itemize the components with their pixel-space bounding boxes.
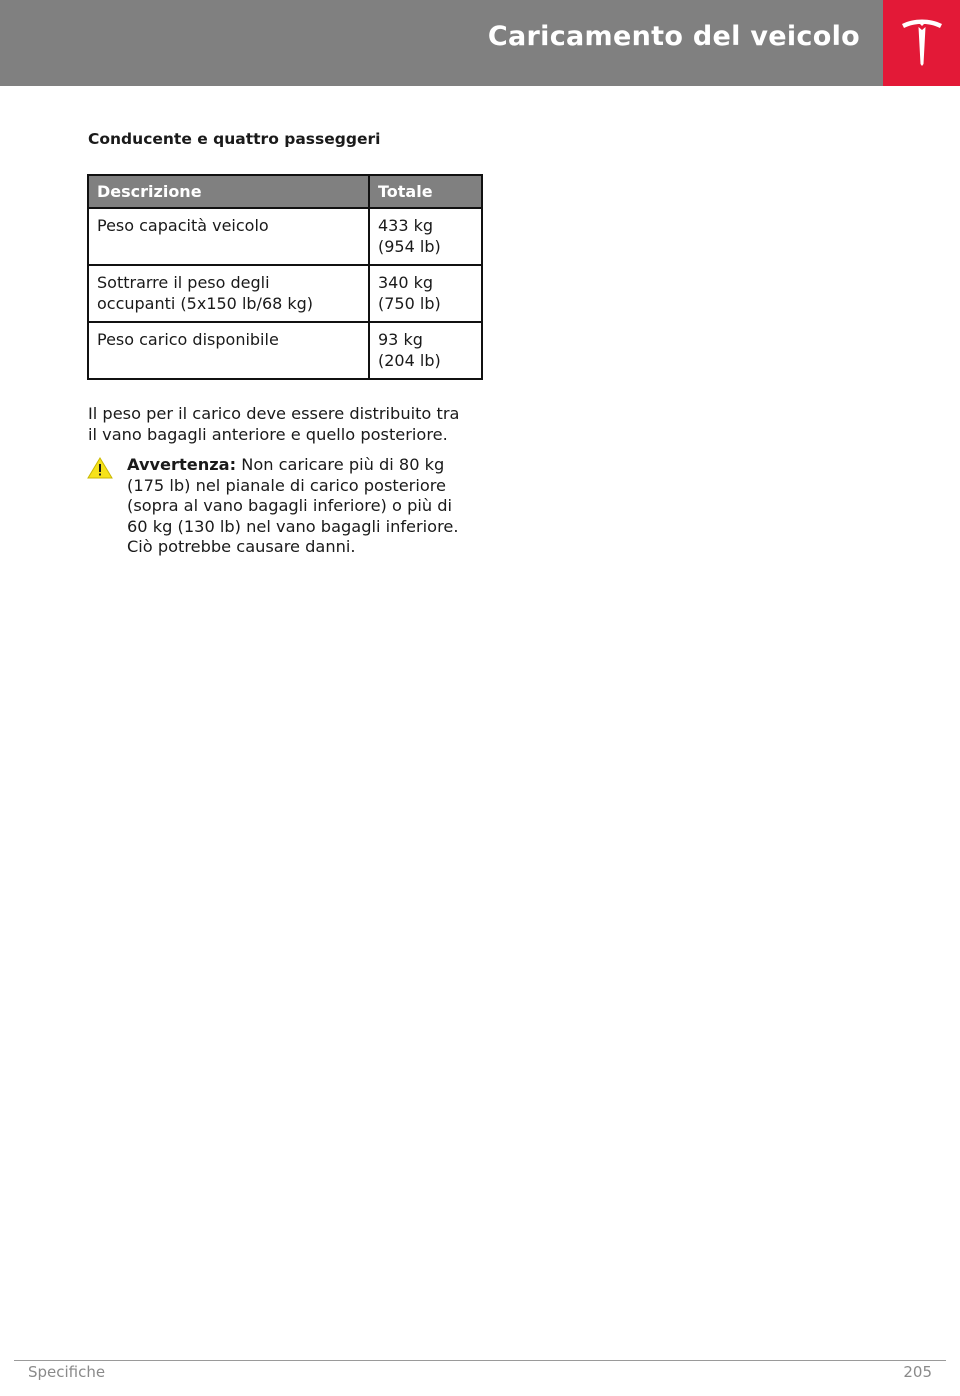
row-total: [369, 208, 482, 265]
description-line: Sottrarre il peso degli: [97, 273, 270, 292]
description-text: Peso capacità veicolo: [97, 216, 269, 235]
tesla-logo-icon: [900, 16, 944, 66]
total-lb: (204 lb): [378, 350, 441, 370]
table-row: [88, 322, 482, 379]
warning-line: [127, 455, 487, 476]
total-kg: 340 kg: [378, 273, 434, 292]
section-heading: Conducente e quattro passeggeri: [88, 130, 381, 148]
warning-line: 60 kg (130 lb) nel vano bagagli inferiore.: [127, 516, 459, 536]
total-lb: (750 lb): [378, 293, 441, 313]
warning-text: Non caricare più di 80 kg: [236, 455, 445, 474]
warning-label: Avvertenza:: [127, 455, 237, 474]
row-total: [369, 265, 482, 322]
row-description: [88, 208, 369, 265]
row-description: [88, 265, 369, 322]
description-line: occupanti (5x150 lb/68 kg): [97, 293, 314, 313]
paragraph-line: Il peso per il carico deve essere distribuito tra: [88, 404, 460, 423]
distribution-paragraph: [88, 404, 488, 445]
total-kg: 93 kg: [378, 330, 423, 349]
page-number: 205: [903, 1363, 932, 1381]
description-text: Peso carico disponibile: [97, 330, 279, 349]
warning-icon: [87, 457, 113, 479]
footer-divider: [14, 1360, 946, 1361]
footer-section-name: Specifiche: [28, 1363, 106, 1381]
warning-line: (175 lb) nel pianale di carico posteriore: [127, 475, 446, 495]
page-title: Caricamento del veicolo: [487, 21, 860, 52]
table-row: [88, 208, 482, 265]
row-description: [88, 322, 369, 379]
warning-line: Ciò potrebbe causare danni.: [127, 537, 356, 556]
row-total: [369, 322, 482, 379]
column-header-total: Totale: [369, 175, 482, 208]
warning-note: [127, 455, 487, 558]
column-header-description: Descrizione: [88, 175, 369, 208]
paragraph-line: il vano bagagli anteriore e quello posteriore.: [88, 424, 448, 444]
table-row: [88, 265, 482, 322]
load-capacity-table: [87, 174, 483, 380]
total-lb: (954 lb): [378, 236, 441, 256]
warning-line: (sopra al vano bagagli inferiore) o più di: [127, 496, 453, 515]
table-header-row: [88, 175, 482, 208]
page-header: [0, 0, 960, 86]
total-kg: 433 kg: [378, 216, 434, 235]
brand-logo: [883, 0, 960, 86]
